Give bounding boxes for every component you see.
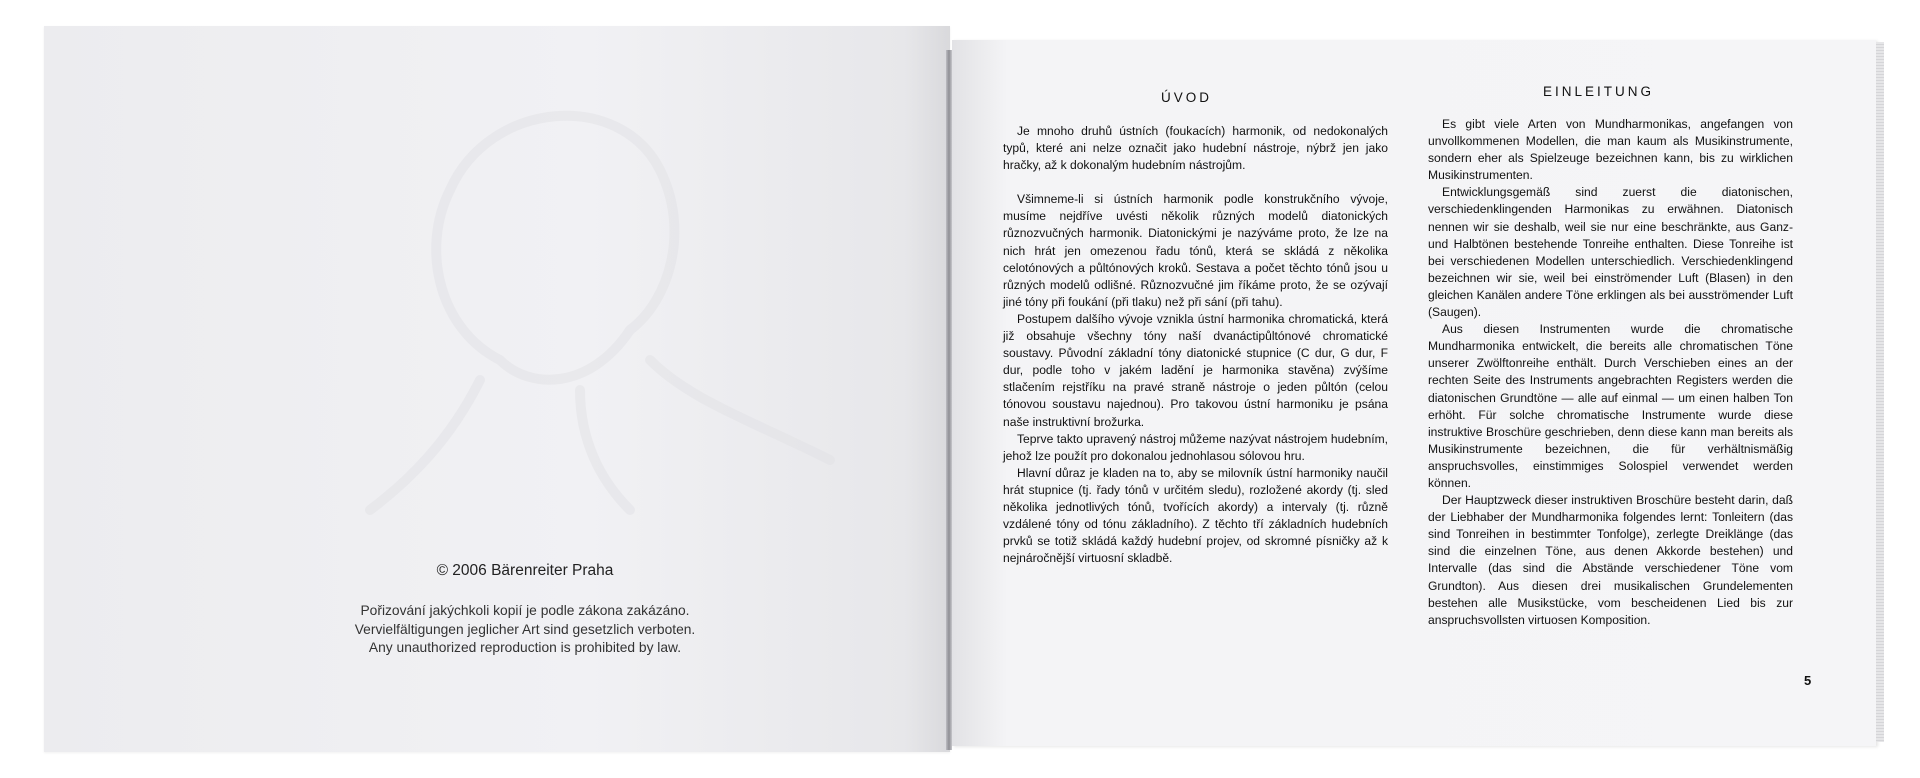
czech-heading: ÚVOD xyxy=(1161,90,1213,105)
reproduction-notice xyxy=(300,602,750,658)
german-text-column xyxy=(1428,116,1793,629)
czech-paragraph: Postupem dalšího vývoje vznikla ústní harmonika chromatická, která již obsahuje všechny tóny naší dvanáctipůltónové chromatické soustavy. Původní základní tóny diatonické stupnice (C dur, G dur, F dur, podle toho v jakém ladění je harmonika stavěna) zvýšíme stlačením rejstříku na pravé straně nástroje o jeden půltón (celou tónovou soustavu najednou). Pro takovou ústní harmoniku je psána naše instruktivní brožurka. xyxy=(1003,311,1388,429)
german-paragraph: Aus diesen Instrumenten wurde die chromatische Mundharmonika entwickelt, die bereits alle chromatischen Töne unserer Zwölftonreihe enthält. Durch Verschieben eines an der rechten Seite des Instruments angebrachten Registers werden die diatonischen Grundtöne — alle auf einmal — um einen halben Ton erhöht. Für solche chromatische Instrumente wurde diese instruktive Broschüre geschrieben, denn diese kann man bereits als Musikinstrumente bezeichnen, die für verhältnismäßig anspruchsvolles, einstimmiges Solospiel verwendet werden können. xyxy=(1428,322,1793,490)
german-paragraph: Es gibt viele Arten von Mundharmonikas, angefangen von unvollkommenen Modellen, die man kaum als Musikinstrumente, sondern eher als Spielzeuge bezeichnen kann, bis zu wirklichen Musikinstrumenten. xyxy=(1428,117,1793,183)
page-number: 5 xyxy=(1804,673,1812,688)
german-heading: EINLEITUNG xyxy=(1543,84,1655,99)
copyright-notice: © 2006 Bärenreiter Praha xyxy=(436,562,614,579)
notice-line-english: Any unauthorized reproduction is prohibited by law. xyxy=(368,640,682,655)
czech-paragraph: Teprve takto upravený nástroj můžeme nazývat nástrojem hudebním, jehož lze použít pro dokonalou jednohlasou sólovou hru. xyxy=(1003,431,1388,463)
czech-paragraph: Je mnoho druhů ústních (foukacích) harmonik, od nedokonalých typů, které ani nelze označit jako hudební nástroje, nýbrž jen jako hračky, až k dokonalým hudebním nástrojům. xyxy=(1003,124,1388,173)
notice-line-german: Vervielfältigungen jeglicher Art sind gesetzlich verboten. xyxy=(354,621,696,637)
german-paragraph: Entwicklungsgemäß sind zuerst die diatonischen, verschiedenklingenden Harmonikas zu erwähnen. Diatonisch nennen wir sie deshalb, weil sie nur eine beschränkte, aus Ganz- und Halbtönen bestehende Tonreihe enthalten. Diese Tonreihe ist bei verschiedenen Modellen unterschiedlich. Verschiedenklingend bezeichnen wir sie, weil bei einströmender Luft (Blasen) in den gleichen Kanälen andere Töne erklingen als bei ausströmender Luft (Saugen). xyxy=(1428,185,1793,320)
czech-paragraph: Hlavní důraz je kladen na to, aby se milovník ústní harmoniky naučil hrát stupnice (tj. řady tónů v určitém sledu), rozložené akordy (tj. sled několika jednotlivých tónů, tvořících akordy) a intervaly (tj. různě vzdálené tóny od tónu základního). Z těchto tří základních hudebních prvků se totiž skládá každý hudební projev, od skromné písničky až k nejnáročnější virtuosní skladbě. xyxy=(1003,465,1388,566)
czech-paragraph: Všimneme-li si ústních harmonik podle konstrukčního vývoje, musíme nejdříve uvésti několik různých modelů diatonických různozvučných harmonik. Diatonickými je nazýváme proto, že lze na nich hrát jen omezenou řadu tónů, která se skládá z několika celotónových a půltónových kroků. Sestava a počet těchto tónů jsou u různých modelů odlišné. Různozvučné jim říkáme proto, že se ozývají jiné tóny při foukání (při tlaku) než při sání (při tahu). xyxy=(1003,192,1388,309)
faint-portrait-illustration xyxy=(330,80,850,520)
notice-line-czech: Pořizování jakýchkoli kopií je podle zákona zakázáno. xyxy=(360,603,690,618)
czech-text-column xyxy=(1003,123,1388,567)
german-paragraph: Der Hauptzweck dieser instruktiven Broschüre besteht darin, daß der Liebhaber der Mundharmonika folgendes lernt: Tonleitern (das sind Tonreihen in bestimmter Tonfolge), zerlegte Dreiklänge (das sind die einzelnen Töne, aus denen Akkorde bestehen) und Intervalle (das sind die Abstände verschiedener Töne vom Grundton). Aus diesen drei musikalischen Grundelementen bestehen alle Musikstücke, vom bescheidenen Lied bis zur anspruchsvollsten virtuosen Komposition. xyxy=(1428,493,1793,627)
page-edges xyxy=(1876,42,1884,742)
